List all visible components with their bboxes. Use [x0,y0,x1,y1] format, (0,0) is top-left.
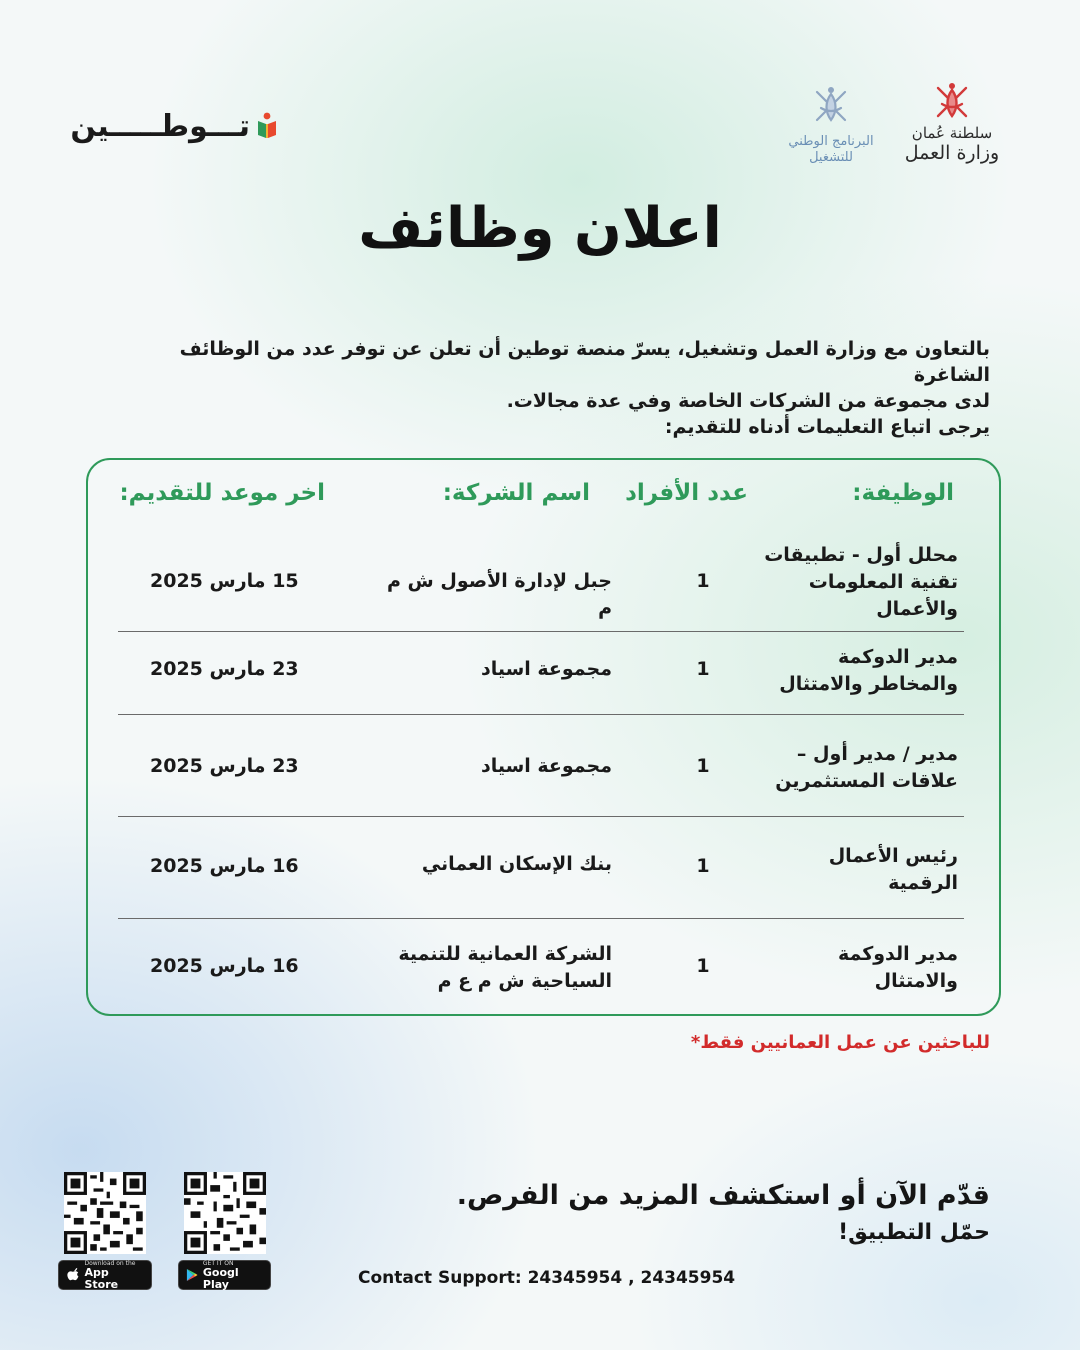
tawteen-logo [70,104,278,148]
google-play-label: Googl Play [202,1265,239,1291]
google-play-qr-code[interactable] [184,1172,266,1254]
program-name-line2: للتشغيل [809,150,853,165]
count-cell: 1 [696,570,710,592]
national-employment-program-logo [786,84,876,170]
google-play-icon [186,1268,198,1282]
intro-line-1: بالتعاون مع وزارة العمل وتشغيل، يسرّ منصة توطين أن تعلن عن توفر عدد من الوظائف الشاغرة [179,338,990,386]
app-store-small-text: Download on the [84,1259,136,1267]
app-store-qr-code[interactable] [64,1172,146,1254]
deadline-cell: 23 مارس 2025 [150,755,299,777]
role-cell: مدير الدوكمة والامتثال [837,943,958,992]
role-cell: رئيس الأعمال الرقمية [828,845,958,894]
app-store-label: App Store [84,1265,119,1291]
header-deadline: اخر موعد للتقديم: [119,480,325,506]
company-cell: مجموعة اسياد [480,658,612,680]
deadline-cell: 16 مارس 2025 [150,855,299,877]
table-row [118,532,964,632]
download-app-text: حمّل التطبيق! [838,1220,990,1245]
company-cell: جبل لإدارة الأصول ش م م [387,570,612,619]
khanjar-emblem-icon [809,84,853,128]
google-play-badge[interactable] [178,1260,271,1290]
intro-line-3: يرجى اتباع التعليمات أدناه للتقديم: [664,416,990,438]
contact-support: Contact Support: 24345954 , 24345954 [358,1268,736,1288]
tawteen-wordmark: تـــوطـــــين [70,108,250,144]
company-cell: مجموعة اسياد [480,755,612,777]
deadline-cell: 23 مارس 2025 [150,658,299,680]
tawteen-mark-icon [256,112,278,140]
count-cell: 1 [696,755,710,777]
oman-emblem-icon [930,80,974,124]
role-cell: مدير الدوكمة والمخاطر والامتثال [779,646,958,695]
role-cell: مدير / مدير أول – علاقات المستثمرين [775,743,958,792]
apple-icon [66,1267,80,1283]
ministry-name-line2: وزارة العمل [904,142,1000,164]
intro-line-2: لدى مجموعة من الشركات الخاصة وفي عدة مجالات. [506,390,990,412]
ministry-name-line1: سلطنة عُمان [911,124,993,142]
table-row [118,919,964,1009]
table-row [118,632,964,715]
table-row [118,715,964,817]
apply-cta-heading: قدّم الآن أو استكشف المزيد من الفرص. [456,1180,990,1211]
count-cell: 1 [696,955,710,977]
company-cell: الشركة العمانية للتنمية السياحية ش م ع م [398,943,612,992]
count-cell: 1 [696,855,710,877]
google-play-small-text: GET IT ON [202,1259,234,1267]
program-name-line1: البرنامج الوطني [788,134,874,149]
page-title: اعلان وظائف [358,196,722,261]
intro-text [110,336,990,440]
company-cell: بنك الإسكان العماني [421,853,612,875]
app-store-badge[interactable] [58,1260,152,1290]
header-role: الوظيفة: [852,480,954,506]
table-row [118,817,964,919]
deadline-cell: 16 مارس 2025 [150,955,299,977]
role-cell: محلل أول - تطبيقات تقنية المعلومات والأعمال [764,544,958,620]
count-cell: 1 [696,658,710,680]
header-company: اسم الشركة: [442,480,590,506]
header-count: عدد الأفراد [625,480,748,506]
deadline-cell: 15 مارس 2025 [150,570,299,592]
ministry-of-labour-logo [900,80,1004,170]
omani-only-disclaimer: للباحثين عن عمل العمانيين فقط* [690,1032,990,1053]
